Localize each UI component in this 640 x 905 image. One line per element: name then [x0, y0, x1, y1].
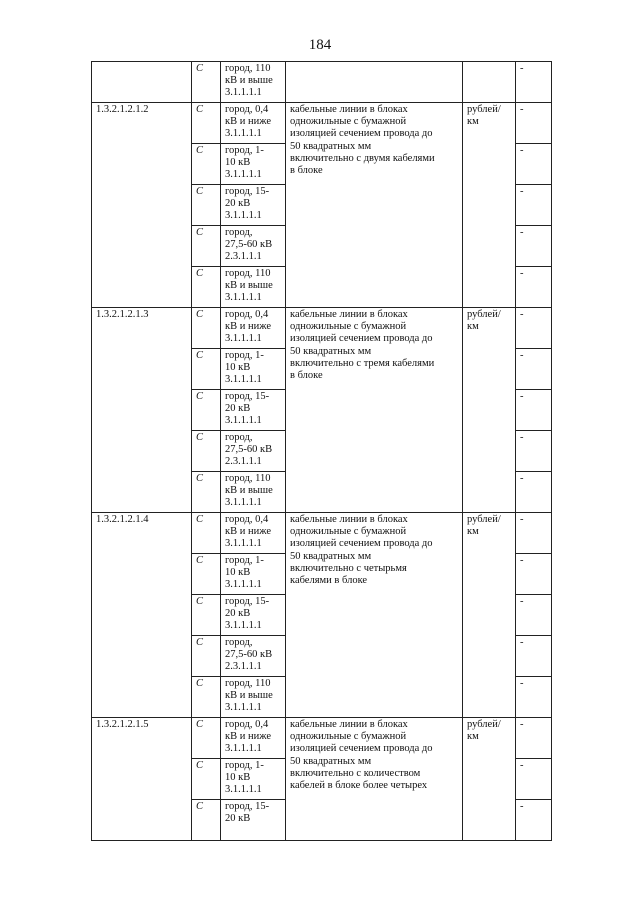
city-voltage-cell [221, 718, 286, 759]
city-voltage-cell [221, 390, 286, 431]
text-line: 20 кВ [225, 403, 251, 415]
text-line: город, 110 [225, 473, 271, 484]
text-line: 50 квадратных мм [290, 345, 372, 357]
unit-cell [463, 308, 516, 513]
text-line: 3.1.1.1.1 [225, 374, 262, 386]
table-row [92, 308, 552, 349]
description-cell [286, 513, 463, 718]
text-line: 3.1.1.1.1 [225, 128, 262, 140]
item-code-cell: 1.3.2.1.2.1.5 [92, 718, 192, 841]
text-line: км [467, 116, 479, 128]
value-cell: - [516, 185, 552, 226]
page-number: 184 [308, 37, 332, 53]
text-line: город, 15- [225, 186, 270, 197]
letter-cell: C [192, 595, 221, 636]
text-line: 50 квадратных мм [290, 140, 372, 152]
value-cell: - [516, 759, 552, 800]
text-line: включительно с четырьмя [290, 562, 407, 574]
item-code-cell: 1.3.2.1.2.1.3 [92, 308, 192, 513]
value-cell: - [516, 431, 552, 472]
letter-cell: C [192, 554, 221, 595]
value-cell: - [516, 800, 552, 841]
text-line: включительно с тремя кабелями [290, 357, 435, 369]
unit-cell [463, 513, 516, 718]
city-voltage-cell [221, 431, 286, 472]
city-voltage-cell [221, 472, 286, 513]
text-line: одножильные с бумажной [290, 321, 407, 333]
text-line: км [467, 731, 479, 743]
text-line: 3.1.1.1.1 [225, 743, 262, 755]
value-cell: - [516, 144, 552, 185]
text-line: изоляцией сечением провода до [290, 743, 433, 755]
text-line: рублей/ [467, 309, 501, 320]
letter-cell: C [192, 390, 221, 431]
tariff-table-body [92, 62, 552, 841]
text-line: 3.1.1.1.1 [225, 702, 262, 714]
text-line: кВ и ниже [225, 116, 271, 128]
city-voltage-cell [221, 267, 286, 308]
text-line: город, [225, 432, 253, 443]
text-line: одножильные с бумажной [290, 526, 407, 538]
text-line: рублей/ [467, 104, 501, 115]
text-line: кВ и ниже [225, 731, 271, 743]
value-cell: - [516, 677, 552, 718]
text-line: 3.1.1.1.1 [225, 333, 262, 345]
text-line: км [467, 526, 479, 538]
text-line: 50 квадратных мм [290, 550, 372, 562]
city-voltage-cell [221, 62, 286, 103]
text-line: кабельные линии в блоках [290, 514, 408, 525]
text-line: 2.3.1.1.1 [225, 456, 262, 468]
value-cell: - [516, 472, 552, 513]
value-cell: - [516, 226, 552, 267]
text-line: город, 0,4 [225, 719, 269, 730]
text-line: 10 кВ [225, 567, 251, 579]
text-line: изоляцией сечением провода до [290, 538, 433, 550]
text-line: км [467, 321, 479, 333]
text-line: кабелями в блоке [290, 575, 368, 587]
text-line: в блоке [290, 165, 323, 177]
city-voltage-cell [221, 103, 286, 144]
text-line: 3.1.1.1.1 [225, 87, 262, 99]
city-voltage-cell [221, 185, 286, 226]
text-line: кВ и ниже [225, 526, 271, 538]
text-line: 3.1.1.1.1 [225, 415, 262, 427]
code-cell [92, 62, 192, 103]
value-cell: - [516, 513, 552, 554]
text-line: кВ и выше [225, 75, 273, 87]
text-line: город, 1- [225, 350, 264, 361]
text-line: город, [225, 637, 253, 648]
item-code-cell: 1.3.2.1.2.1.2 [92, 103, 192, 308]
letter-cell: C [192, 677, 221, 718]
text-line: кабелей в блоке более четырех [290, 780, 428, 792]
letter-cell: C [192, 472, 221, 513]
unit-cell [463, 62, 516, 103]
city-voltage-cell [221, 513, 286, 554]
text-line: город, 110 [225, 678, 271, 689]
city-voltage-cell [221, 554, 286, 595]
value-cell: - [516, 308, 552, 349]
value-cell: - [516, 718, 552, 759]
text-line: кВ и ниже [225, 321, 271, 333]
city-voltage-cell [221, 308, 286, 349]
city-voltage-cell [221, 636, 286, 677]
text-line: рублей/ [467, 514, 501, 525]
value-cell: - [516, 62, 552, 103]
table-row [92, 718, 552, 759]
text-line: 3.1.1.1.1 [225, 620, 262, 632]
table-row [92, 62, 552, 103]
value-cell: - [516, 636, 552, 677]
description-cell [286, 62, 463, 103]
text-line: одножильные с бумажной [290, 116, 407, 128]
city-voltage-cell [221, 349, 286, 390]
text-line: рублей/ [467, 719, 501, 730]
letter-cell: C [192, 185, 221, 226]
value-cell: - [516, 595, 552, 636]
text-line: 27,5-60 кВ [225, 239, 273, 251]
value-cell: - [516, 390, 552, 431]
city-voltage-cell [221, 759, 286, 800]
description-cell [286, 103, 463, 308]
letter-cell: C [192, 718, 221, 759]
letter-cell: C [192, 431, 221, 472]
text-line: город, 1- [225, 555, 264, 566]
city-voltage-cell [221, 144, 286, 185]
letter-cell: C [192, 759, 221, 800]
text-line: 3.1.1.1.1 [225, 579, 262, 591]
text-line: 27,5-60 кВ [225, 649, 273, 661]
text-line: 3.1.1.1.1 [225, 538, 262, 550]
letter-cell: C [192, 800, 221, 841]
text-line: 50 квадратных мм [290, 755, 372, 767]
text-line: кабельные линии в блоках [290, 104, 408, 115]
unit-cell [463, 103, 516, 308]
text-line: город, 15- [225, 391, 270, 402]
value-cell: - [516, 349, 552, 390]
text-line: город, [225, 227, 253, 238]
text-line: город, 1- [225, 760, 264, 771]
item-code-cell: 1.3.2.1.2.1.4 [92, 513, 192, 718]
letter-cell: C [192, 62, 221, 103]
text-line: 27,5-60 кВ [225, 444, 273, 456]
value-cell: - [516, 554, 552, 595]
text-line: кабельные линии в блоках [290, 719, 408, 730]
tariff-table [91, 61, 552, 841]
letter-cell: C [192, 308, 221, 349]
table-row [92, 103, 552, 144]
text-line: 20 кВ [225, 198, 251, 210]
text-line: 3.1.1.1.1 [225, 169, 262, 181]
city-voltage-cell [221, 226, 286, 267]
text-line: город, 15- [225, 596, 270, 607]
value-cell: - [516, 103, 552, 144]
text-line: 3.1.1.1.1 [225, 292, 262, 304]
table-row [92, 513, 552, 554]
letter-cell: C [192, 144, 221, 185]
letter-cell: C [192, 226, 221, 267]
text-line: 3.1.1.1.1 [225, 784, 262, 796]
text-line: кабельные линии в блоках [290, 309, 408, 320]
text-line: кВ и выше [225, 280, 273, 292]
text-line: город, 0,4 [225, 309, 269, 320]
text-line: город, 110 [225, 268, 271, 279]
text-line: 3.1.1.1.1 [225, 210, 262, 222]
unit-cell [463, 718, 516, 841]
text-line: 2.3.1.1.1 [225, 661, 262, 673]
letter-cell: C [192, 103, 221, 144]
description-cell [286, 718, 463, 841]
text-line: город, 0,4 [225, 514, 269, 525]
text-line: кВ и выше [225, 485, 273, 497]
text-line: изоляцией сечением провода до [290, 333, 433, 345]
text-line: изоляцией сечением провода до [290, 128, 433, 140]
text-line: город, 1- [225, 145, 264, 156]
letter-cell: C [192, 349, 221, 390]
text-line: 10 кВ [225, 157, 251, 169]
text-line: 2.3.1.1.1 [225, 251, 262, 263]
value-cell: - [516, 267, 552, 308]
letter-cell: C [192, 636, 221, 677]
letter-cell: C [192, 267, 221, 308]
text-line: 10 кВ [225, 362, 251, 374]
letter-cell: C [192, 513, 221, 554]
text-line: в блоке [290, 370, 323, 382]
text-line: одножильные с бумажной [290, 731, 407, 743]
text-line: город, 15- [225, 801, 270, 812]
text-line: 20 кВ [225, 608, 251, 620]
city-voltage-cell [221, 677, 286, 718]
text-line: 20 кВ [225, 813, 251, 825]
text-line: включительно с двумя кабелями [290, 152, 435, 164]
description-cell [286, 308, 463, 513]
text-line: город, 110 [225, 63, 271, 74]
text-line: включительно с количеством [290, 767, 421, 779]
text-line: кВ и выше [225, 690, 273, 702]
text-line: 10 кВ [225, 772, 251, 784]
text-line: город, 0,4 [225, 104, 269, 115]
city-voltage-cell [221, 595, 286, 636]
text-line: 3.1.1.1.1 [225, 497, 262, 509]
city-voltage-cell [221, 800, 286, 841]
